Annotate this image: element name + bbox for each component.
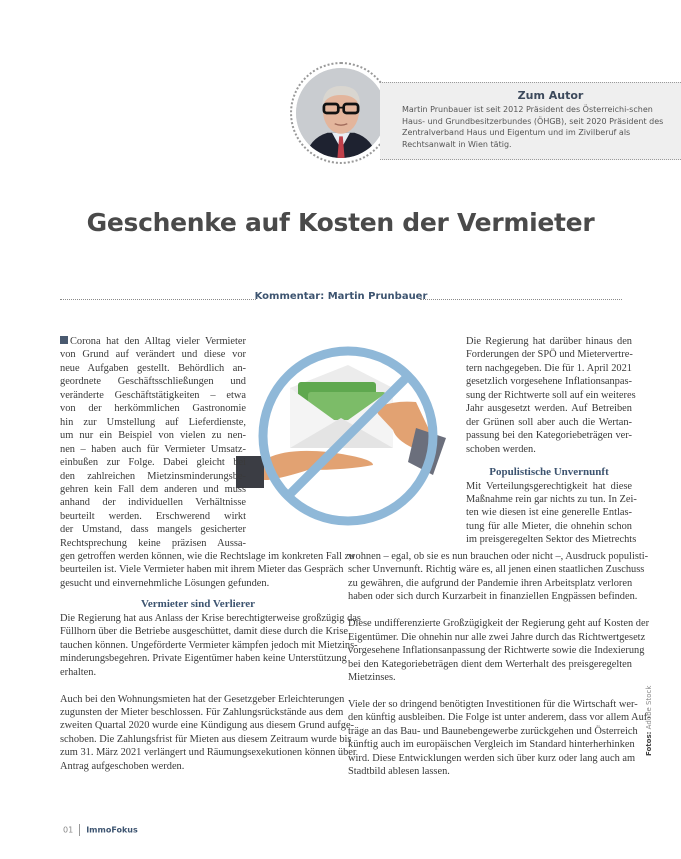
no-bribe-illustration (228, 330, 468, 530)
text-line: Eigentümer. Die ohnehin nur alle zwei Jahre durch das Richtwertgesetz (348, 631, 646, 643)
text-line: anhand der individuellen Verhältnisse (60, 497, 246, 509)
text-line: Antrag aufgeschoben werden. (60, 760, 185, 772)
author-bio: Martin Prunbauer ist seit 2012 Präsident des Österreichi-schen Haus- und Grundbesitzerbundes (ÖHGB), seit 2020 Präsident des Zentralverband Haus und Eigentum und im Zivilberuf als Rechtsanwalt in Wien tätig. (402, 105, 664, 149)
brand-immo: Immo (86, 825, 112, 835)
text-line: Auch bei den Wohnungsmieten hat der Gesetzgeber Erleichterungen (60, 693, 345, 705)
text-line: Die Regierung hat darüber hinaus den (466, 336, 632, 347)
text-line: Viele der so dringend benötigten Investitionen für die Wirtschaft wer- (348, 698, 638, 710)
text-line: künftig auch im europäischen Vergleich im Standard hinterherhinken (348, 739, 635, 751)
text-line: beurteilt werden. Erschwerend wirkt (60, 510, 246, 522)
subheading-vermieter: Vermieter sind Verlierer (140, 598, 256, 611)
text-line: um nur ein Beispiel von vielen zu nen- (60, 430, 246, 442)
text-line: gesucht und einvernehmliche Lösungen gefunden. (60, 577, 270, 589)
text-line: gen getroffen werden können, wie die Rechtslage im konkreten Fall zu (60, 551, 355, 562)
author-portrait-icon (296, 68, 386, 158)
text-line: Diese undifferenzierte Großzügigkeit der Regierung geht auf Kosten der (348, 618, 650, 630)
text-line: Mit Verteilungsgerechtigkeit hat diese (466, 480, 632, 492)
left-column-top (60, 335, 246, 550)
page-number: 01 (63, 825, 74, 835)
text-line: tern nachgegeben. Die für 1. April 2021 (466, 362, 632, 374)
text-line: nen – haben auch für Vermieter Umsatz- (60, 443, 246, 455)
byline (60, 291, 622, 305)
text-line: erhalten. (60, 666, 97, 678)
text-line: sung der Richtwerte soll auf ein weiteres (466, 389, 636, 401)
text-line: zu gewähren, die aufgrund der Pandemie ihren Arbeitsplatz verloren (348, 577, 633, 589)
text-line: beurteilen ist. Viele Vermieter haben mit ihrem Mieter das Gespräch (60, 564, 344, 576)
text-line: zum 31. März 2021 verlängert und Räumungsexekutionen können über (60, 747, 357, 759)
text-line: Rechtsprechung keine präzisen Aussa- (60, 537, 246, 549)
text-line: vorgesehene Inflationsanpassung der Richtwerte sowie die Indexierung (348, 645, 645, 657)
text-line: tauchen können. Ungeförderte Vermieter kämpfen jedoch mit Mietzins- (60, 639, 358, 651)
text-line: Maßnahme rein gar nichts zu tun. In Zei- (466, 493, 637, 505)
text-line: schoben werden. (466, 443, 536, 455)
text-line: veränderte Geschäftstätigkeiten – etwa (60, 389, 246, 401)
article-title: Geschenke auf Kosten der Vermieter (86, 208, 595, 237)
text-line: Füllhorn über die Betriebe ausgeschüttet, damit diese durch die Krise (60, 626, 348, 638)
text-line: Forderungen der SPÖ und Mietervertre- (466, 349, 633, 361)
text-line: scher Unvernunft. Richtig wäre es, all jenen einen staatlichen Zuschuss (348, 564, 645, 576)
text-line: wohnen – egal, ob sie es nun brauchen oder nicht –, Ausdruck populisti- (348, 551, 649, 562)
text-line: Corona hat den Alltag vieler Vermieter (60, 335, 246, 348)
text-line: tung für alle Mieter, die ohnehin schon (466, 520, 632, 532)
text-line: neue Aufgaben gestellt. Behördlich an- (60, 362, 246, 374)
text-line: Mietzinses. (348, 672, 396, 684)
text-line: Die Regierung hat aus Anlass der Krise berechtigterweise großzügig das (60, 612, 361, 624)
text-line: der Umstand, dass mangels gesicherter (60, 524, 246, 536)
text-line: ten wie diesen ist eine generelle Entlas- (466, 507, 632, 519)
byline-text: Kommentar: Martin Prunbauer (254, 291, 428, 302)
text-line: von der herkömmlichen Gastronomie (60, 403, 246, 415)
text-line: Stadtbild ablesen lassen. (348, 766, 450, 778)
text-line: zweiten Quartal 2020 wurde eine Kündigung aus diesem Grund aufge- (60, 720, 355, 732)
text-line: geordnete Geschäftsschließungen und (60, 376, 246, 388)
text-line: gehren kein Fall dem anderen und muss (60, 483, 246, 495)
divider (79, 824, 80, 836)
text-line: im preisgeregelten Sektor des Mietrechts (466, 534, 637, 546)
text-line: wird. Diese Entwicklungen werden sich über kurz oder lang auch am (348, 752, 636, 764)
brand-fokus: Fokus (111, 825, 138, 835)
text-line: gesetzlich vorgesehene Inflationsanpas- (466, 376, 632, 388)
text-line: Jahr ausgesetzt werden. Auf Betreiben (466, 403, 632, 415)
paragraph-marker-icon (60, 336, 68, 344)
text-line: haben oder sich durch Kurzarbeit in finanziellen Engpässen befinden. (348, 591, 638, 603)
right-column-top (466, 335, 637, 547)
text-line: minderungsbegehren. Private Eigentümer haben keine Unterstützung (60, 653, 347, 665)
photo-credit (645, 686, 653, 756)
text-line: einbußen zur Folge. Dabei gleicht bei (60, 457, 246, 469)
credit-label: Fotos: (645, 731, 653, 756)
text-line: bei den Kategoriebeträgen dient dem Werterhalt des preisgeregelten (348, 658, 632, 670)
text-line: schoben. Die Zahlungsfrist für Mieten aus diesem Zeitraum wurde bis (60, 733, 352, 745)
text-line: den künftig ausbleiben. Die Folge ist unter anderem, dass vor allem Auf- (348, 712, 651, 724)
text-line: träge an das Bau- und Baunebengewerbe zurückgehen und Österreich (348, 725, 638, 737)
text-line: von Grund auf verändert und diese vor (60, 349, 246, 361)
text-line: zugunsten der Mieter beschlossen. Für Zahlungsrückstände aus dem (60, 706, 344, 718)
left-column-bottom (60, 550, 361, 773)
author-heading: Zum Autor (517, 89, 584, 102)
text-line: passung bei den Kategoriebeträgen ver- (466, 430, 632, 442)
page-footer (63, 824, 138, 836)
author-box (380, 82, 681, 160)
subheading-populistisch: Populistische Unvernunft (489, 466, 609, 479)
text-line: den zahlreichen Mietzinsminderungsbe- (60, 470, 246, 482)
text-line: hin zur Umstellung auf Lieferdienste, (60, 416, 246, 428)
text-line: der Grünen soll aber auch die Wertan- (466, 416, 632, 428)
credit-source: Adobe Stock (645, 685, 653, 730)
author-photo (290, 62, 392, 164)
